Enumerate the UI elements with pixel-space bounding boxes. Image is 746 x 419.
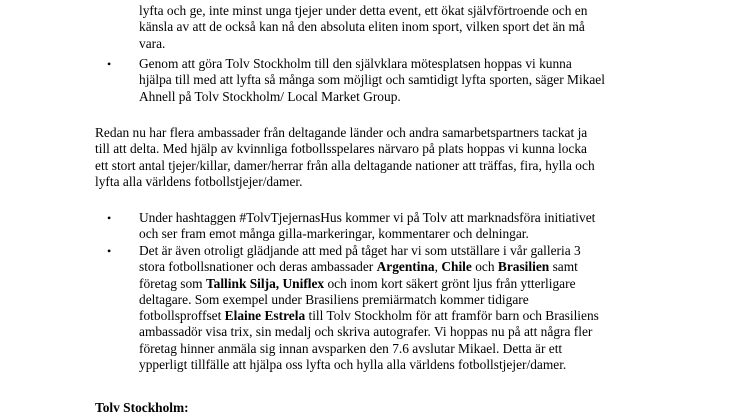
bullet-icon: •	[107, 57, 112, 71]
text-line: ambassadör visa trix, sin medalj och skriva autografer. Vi hoppas nu på att några fler	[139, 324, 593, 340]
text-run: till Tolv Stockholm för att framför barn och Brasiliens	[305, 308, 599, 324]
list-item-exhibitors	[139, 243, 659, 373]
text-line: lyfta och ge, inte minst unga tjejer under detta event, ett ökat självförtroende och en	[139, 3, 588, 18]
text-line: till att delta. Med hjälp av kvinnliga fotbollsspelares närvaro på plats hoppas vi kunna locka	[95, 141, 587, 157]
text-line: Genom att göra Tolv Stockholm till den självklara mötesplatsen hoppas vi kunna	[139, 56, 572, 71]
text-line: vara.	[139, 35, 166, 51]
text-run: ,	[434, 259, 442, 275]
text-line: lyfta alla världens fotbollstjejer/damer.	[95, 173, 303, 189]
country-argentina: Argentina	[376, 259, 435, 275]
company-names: Tallink Silja, Uniflex	[205, 275, 325, 291]
list-item-hashtag	[139, 210, 659, 243]
text-line: företag hinner anmäla sig innan avsparken den 7.6 avslutar Mikael. Detta är ett	[139, 340, 563, 356]
text-run: och	[471, 259, 498, 275]
text-line: Under hashtaggen #TolvTjejernasHus kommer vi på Tolv att marknadsföra initiativet	[139, 210, 596, 225]
heading-text: Tolv Stockholm:	[95, 400, 189, 415]
text-line	[139, 276, 659, 292]
country-chile: Chile	[441, 259, 472, 275]
text-line: Redan nu har flera ambassader från deltagande länder och andra samarbetspartners tackat ja	[95, 125, 588, 140]
text-run: och inom kort säkert grönt ljus från ytterligare	[324, 275, 576, 291]
text-run: stora fotbollsnationer och deras ambassader	[139, 259, 377, 275]
text-run: fotbollsproffset	[139, 308, 225, 324]
bullet-icon: •	[107, 244, 112, 258]
text-line	[139, 259, 659, 275]
text-line: hjälpa till med att lyfta så många som möjligt och samtidigt lyfta sporten, säger Mikael	[139, 72, 605, 88]
text-line: och ser fram emot många gilla-markeringar, kommentarer och delningar.	[139, 226, 529, 242]
text-line: ett stort antal tjejer/killar, damer/herrar från alla deltagande nationer att träffas, fira, hylla och	[95, 157, 595, 173]
text-line: ypperligt tillfälle att hjälpa oss lyfta och hylla alla världens fotbollstjejer/damer.	[139, 357, 567, 373]
bullet-icon: •	[107, 211, 112, 225]
list-item-continuation	[139, 3, 659, 52]
text-line: känsla av att de också kan nå den absoluta eliten inom sport, vilken sport det än må	[139, 19, 585, 35]
text-line	[139, 308, 659, 324]
text-run: företag som	[139, 275, 206, 291]
text-line: deltagare. Som exempel under Brasiliens premiärmatch kommer tidigare	[139, 291, 529, 307]
body-paragraph	[95, 125, 675, 190]
player-name: Elaine Estrela	[224, 308, 306, 324]
text-line: Ahnell på Tolv Stockholm/ Local Market Group.	[139, 88, 401, 104]
text-line: Det är även otroligt glädjande att med på tåget har vi som utställare i vår galleria 3	[139, 243, 581, 258]
country-brasilien: Brasilien	[497, 259, 550, 275]
list-item-quote	[139, 56, 659, 105]
section-heading	[95, 400, 675, 416]
text-run: samt	[549, 259, 578, 275]
